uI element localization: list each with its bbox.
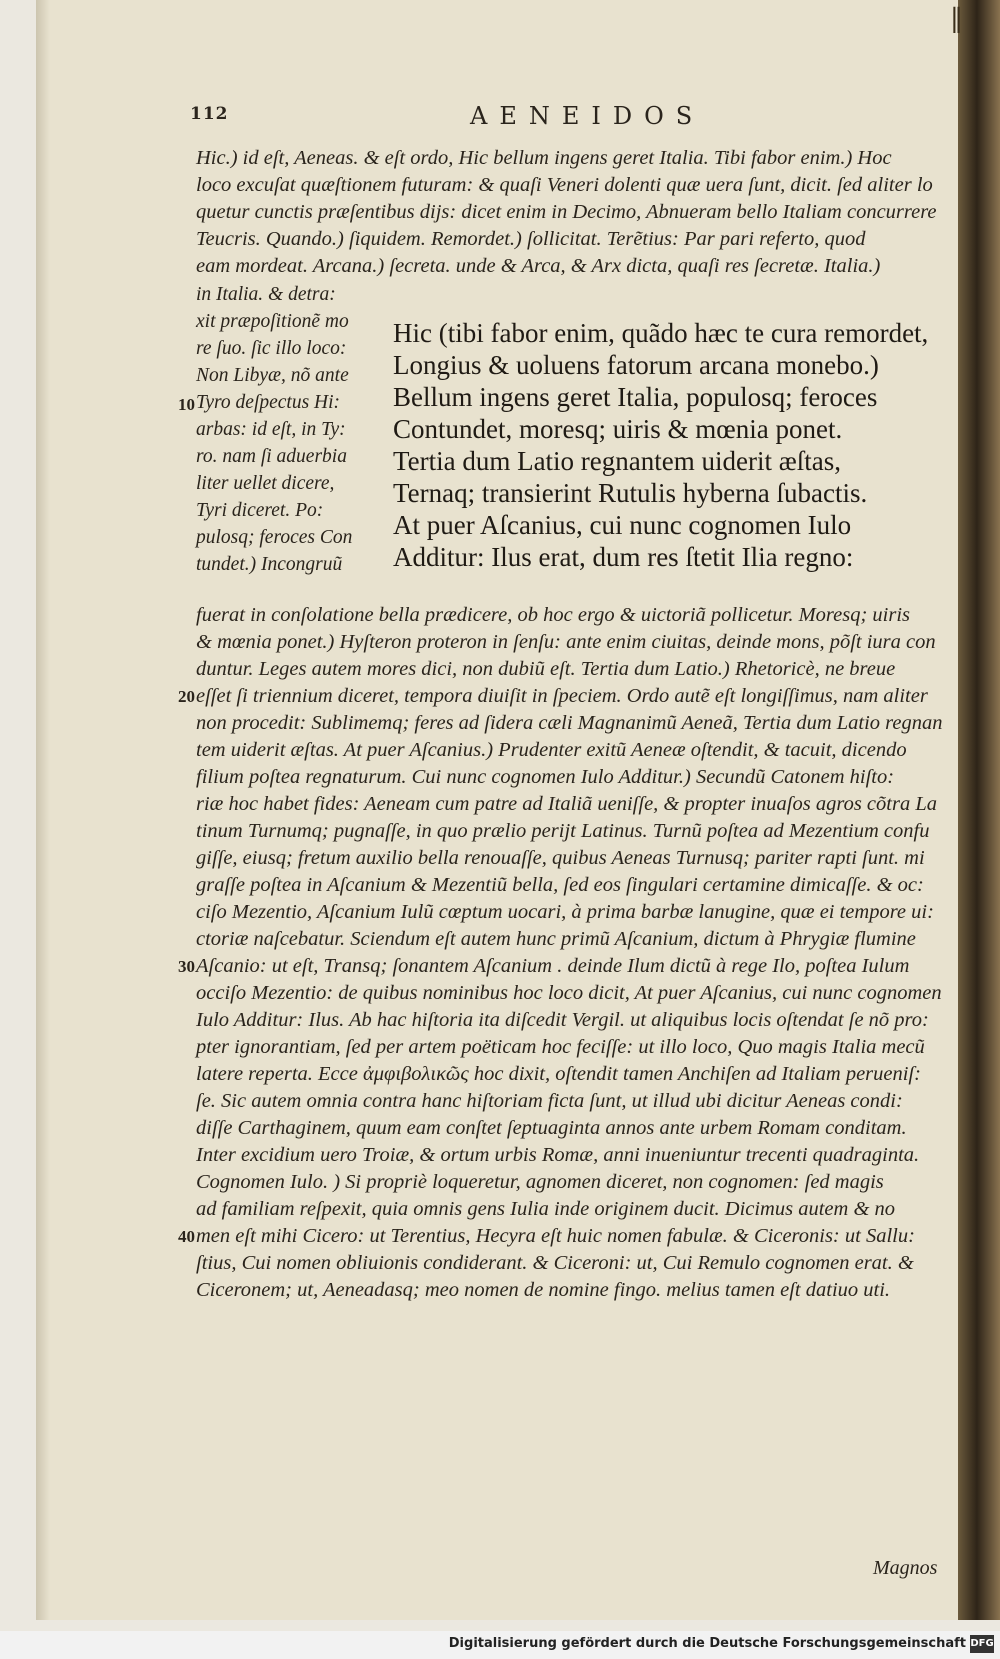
commentary-line: loco excuſat quæſtionem futuram: & quaſi Veneri dolenti quæ uera ſunt, dicit. ſed aliter lo [196, 174, 933, 196]
commentary-line: giſſe, eiusq; fretum auxilio bella renouaſſe, quibus Aeneas Turnusq; pariter rapti ſunt. mi [196, 847, 925, 869]
commentary-margin-line: Non Libyæ, nõ ante [196, 365, 349, 386]
commentary-line: quetur cunctis præſentibus dijs: dicet enim in Decimo, Abnueram bello Italiam concurrere [196, 201, 937, 223]
commentary-line: Teucris. Quando.) ſiquidem. Remordet.) ſollicitat. Terẽtius: Par pari referto, quod [196, 228, 866, 250]
commentary-margin-line: Tyri diceret. Po: [196, 500, 324, 521]
verse-line: Longius & uoluens fatorum arcana monebo.) [393, 350, 879, 380]
commentary-line: diſſe Carthaginem, quum eam conſtet ſeptuaginta annos ante urbem Romam conditam. [196, 1117, 907, 1139]
commentary-line: ad familiam reſpexit, quia omnis gens Iulia inde originem ducit. Dicimus autem & no [196, 1198, 896, 1220]
commentary-line: ctoriæ naſcebatur. Sciendum eſt autem hunc primũ Aſcanium, dictum à Phrygiæ flumine [196, 928, 916, 950]
running-head: AENEIDOS [470, 102, 705, 130]
edge-marks: ‖ [950, 4, 961, 34]
line-number: 40 [178, 1227, 195, 1246]
commentary-line: Hic.) id eſt, Aeneas. & eſt ordo, Hic bellum ingens geret Italia. Tibi fabor enim.) Hoc [196, 147, 892, 169]
commentary-line: occiſo Mezentio: de quibus nominibus hoc loco dicit, At puer Aſcanius, cui nunc cognomen [196, 982, 942, 1004]
commentary-margin-line: in Italia. & detra: [196, 284, 336, 305]
line-number: 20 [178, 687, 195, 706]
commentary-line: tem uiderit æſtas. At puer Aſcanius.) Prudenter exitũ Aeneæ oſtendit, & tacuit, dicendo [196, 739, 907, 761]
commentary-line: fuerat in conſolatione bella prædicere, ob hoc ergo & uictoriã pollicetur. Moresq; uiris [196, 604, 910, 626]
page-number: 112 [190, 104, 229, 124]
commentary-line: Aſcanio: ut eſt, Transq; ſonantem Aſcanium . deinde Ilum dictũ à rege Ilo, poſtea Iulum [196, 955, 910, 977]
commentary-line: filium poſtea regnaturum. Cui nunc cognomen Iulo Additur.) Secundũ Catonem hiſto: [196, 766, 895, 788]
digitization-footer [0, 1631, 1000, 1659]
page-shadow [36, 0, 50, 1620]
commentary-margin-line: re ſuo. ſic illo loco: [196, 338, 347, 359]
commentary-line: & mœnia ponet.) Hyſteron proteron in ſenſu: ante enim ciuitas, deinde mons, põſt iura con [196, 631, 936, 653]
commentary-line: Ciceronem; ut, Aeneadasq; meo nomen de nomine fingo. melius tamen eſt datiuo uti. [196, 1279, 891, 1301]
commentary-margin-line: xit præpoſitionẽ mo [196, 311, 349, 332]
commentary-line: pter ignorantiam, ſed per artem poëticam hoc feciſſe: ut illo loco, Quo magis Italia mecũ [196, 1036, 925, 1058]
commentary-line: Inter excidium uero Troiæ, & ortum urbis Romæ, anni inueniuntur trecenti quadraginta. [196, 1144, 920, 1166]
commentary-margin-line: tundet.) Incongruũ [196, 554, 343, 575]
commentary-line: tinum Turnumq; pugnaſſe, in quo prælio perijt Latinus. Turnũ poſtea ad Mezentium confu [196, 820, 930, 842]
verse-line: Bellum ingens geret Italia, populosq; feroces [393, 382, 878, 412]
verse-line: At puer Aſcanius, cui nunc cognomen Iulo [393, 510, 852, 540]
verse-line: Contundet, moresq; uiris & mœnia ponet. [393, 414, 843, 444]
commentary-line: men eſt mihi Cicero: ut Terentius, Hecyra eſt huic nomen fabulæ. & Ciceronis: ut Sallu: [196, 1225, 915, 1247]
commentary-line: latere reperta. Ecce ἀμφιβολικῶς hoc dixit, oſtendit tamen Anchiſen ad Italiam perueniſ: [196, 1063, 921, 1085]
dfg-logo-icon[interactable]: DFG [970, 1635, 994, 1653]
line-number: 30 [178, 957, 195, 976]
commentary-margin-line: Tyro deſpectus Hi: [196, 392, 341, 413]
commentary-line: riæ hoc habet fides: Aeneam cum patre ad Italiã ueniſſe, & propter inuaſos agros cõtra La [196, 793, 937, 815]
commentary-margin-line: liter uellet dicere, [196, 473, 335, 494]
verse-line: Hic (tibi fabor enim, quãdo hæc te cura remordet, [393, 318, 929, 348]
commentary-line: Iulo Additur: Ilus. Ab hac hiſtoria ita diſcedit Vergil. ut aliquibus locis oſtendat ſe nõ pro: [196, 1009, 929, 1031]
commentary-line: eſſet ſi triennium diceret, tempora diuiſit in ſpeciem. Ordo autẽ eſt longiſſimus, nam aliter [196, 685, 928, 707]
commentary-line: graſſe poſtea in Aſcanium & Mezentiũ bella, ſed eos ſingulari certamine dimicaſſe. & oc: [196, 874, 924, 896]
commentary-margin-line: arbas: id eſt, in Ty: [196, 419, 346, 440]
verse-line: Tertia dum Latio regnantem uiderit æſtas, [393, 446, 841, 476]
commentary-line: ciſo Mezentio, Aſcanium Iulũ cœptum uocari, à prima barbæ lanugine, quæ ei tempore ui: [196, 901, 934, 923]
verse-line: Additur: Ilus erat, dum res ſtetit Ilia regno: [393, 542, 854, 572]
commentary-line: ſe. Sic autem omnia contra hanc hiſtoriam ficta ſunt, ut illud ubi dicitur Aeneas condi: [196, 1090, 903, 1112]
commentary-line: eam mordeat. Arcana.) ſecreta. unde & Arca, & Arx dicta, quaſi res ſecretæ. Italia.) [196, 255, 881, 277]
commentary-line: duntur. Leges autem mores dici, non dubiũ eſt. Tertia dum Latio.) Rhetoricè, ne breue [196, 658, 896, 680]
commentary-line: non procedit: Sublimemq; feres ad ſidera cæli Magnanimũ Aeneã, Tertia dum Latio regnan [196, 712, 943, 734]
commentary-line: Cognomen Iulo. ) Si propriè loqueretur, agnomen diceret, non cognomen: ſed magis [196, 1171, 884, 1193]
line-number: 10 [178, 395, 195, 414]
verse-line: Ternaq; transierint Rutulis hyberna ſubactis. [393, 478, 868, 508]
funding-credit[interactable]: Digitalisierung gefördert durch die Deutsche Forschungsgemeinschaft [448, 1636, 966, 1651]
commentary-line: ſtius, Cui nomen obliuionis condiderant. & Ciceroni: ut, Cui Remulo cognomen erat. & [196, 1252, 914, 1274]
catchword: Magnos [873, 1557, 938, 1579]
commentary-margin-line: pulosq; feroces Con [196, 527, 353, 548]
commentary-margin-line: ro. nam ſi aduerbia [196, 446, 347, 467]
